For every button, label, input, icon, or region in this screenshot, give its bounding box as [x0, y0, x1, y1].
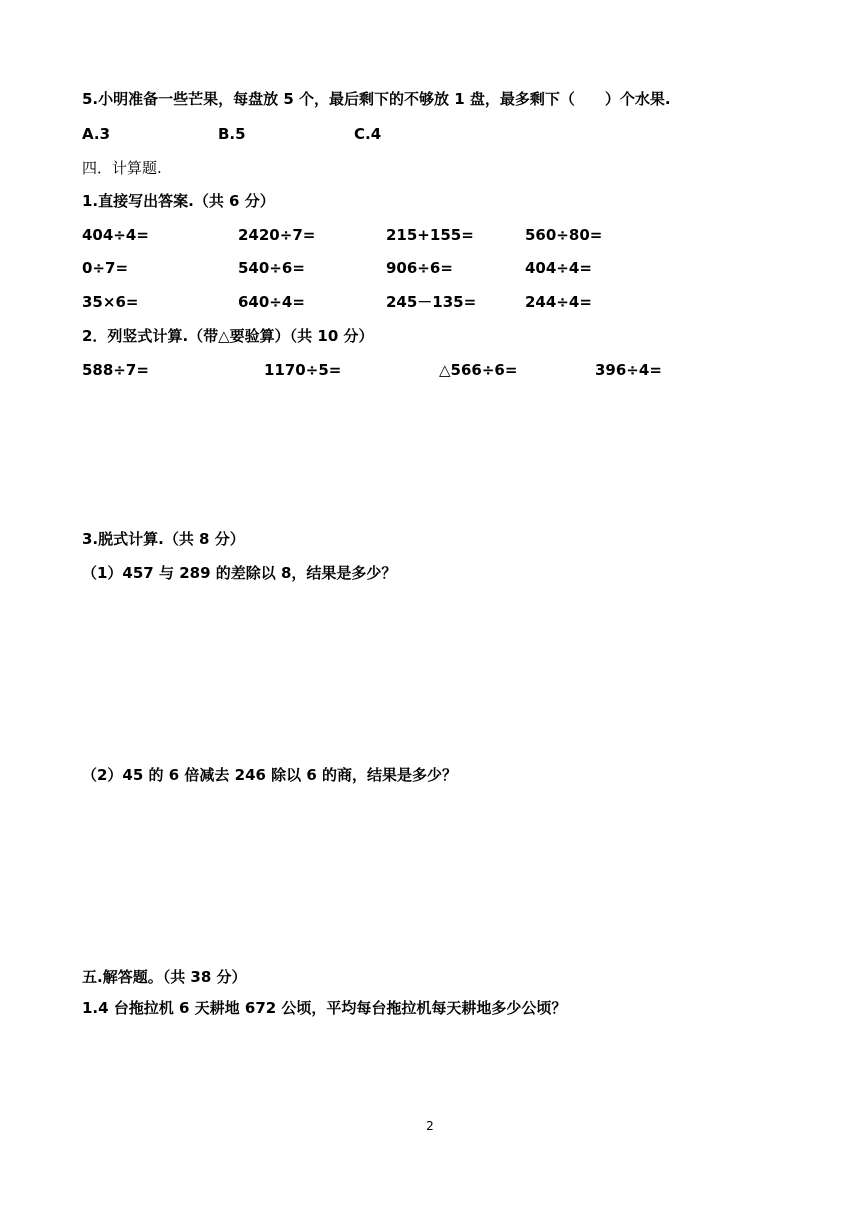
vertical-calc-item: 396÷4= — [595, 361, 662, 379]
section-4-title: 四．计算题. — [82, 159, 162, 177]
step-calc-question-2: （2）45 的 6 倍减去 246 除以 6 的商，结果是多少？ — [82, 766, 458, 784]
vertical-calc-item: 1170÷5= — [264, 361, 342, 379]
section-4-part-3-title: 3.脱式计算.（共 8 分） — [82, 530, 245, 548]
oral-calc-item: 215+155= — [386, 226, 474, 244]
oral-calc-item: 404÷4= — [82, 226, 149, 244]
oral-calc-item: 540÷6= — [238, 259, 305, 277]
q5-option-b: B.5 — [218, 125, 246, 143]
oral-calc-item: 2420÷7= — [238, 226, 316, 244]
section-4-part-1-title: 1.直接写出答案.（共 6 分） — [82, 192, 275, 210]
section-5-title: 五.解答题。（共 38 分） — [82, 968, 247, 986]
oral-calc-item: 35×6= — [82, 293, 139, 311]
oral-calc-item: 906÷6= — [386, 259, 453, 277]
vertical-calc-item: 588÷7= — [82, 361, 149, 379]
oral-calc-item: 560÷80= — [525, 226, 603, 244]
vertical-calc-item: △566÷6= — [439, 361, 518, 379]
step-calc-question-1: （1）457 与 289 的差除以 8，结果是多少？ — [82, 564, 397, 582]
oral-calc-item: 404÷4= — [525, 259, 592, 277]
question-5: 5.小明准备一些芒果，每盘放 5 个，最后剩下的不够放 1 盘，最多剩下（ ）个水果. — [82, 90, 671, 108]
word-problem-1: 1.4 台拖拉机 6 天耕地 672 公顷，平均每台拖拉机每天耕地多少公顷？ — [82, 999, 567, 1017]
oral-calc-item: 245－135= — [386, 293, 477, 311]
oral-calc-item: 0÷7= — [82, 259, 129, 277]
page-number: 2 — [426, 1119, 434, 1133]
q5-option-c: C.4 — [354, 125, 382, 143]
oral-calc-item: 244÷4= — [525, 293, 592, 311]
section-4-part-2-title: 2．列竖式计算.（带△要验算）（共 10 分） — [82, 327, 374, 345]
oral-calc-item: 640÷4= — [238, 293, 305, 311]
q5-option-a: A.3 — [82, 125, 111, 143]
